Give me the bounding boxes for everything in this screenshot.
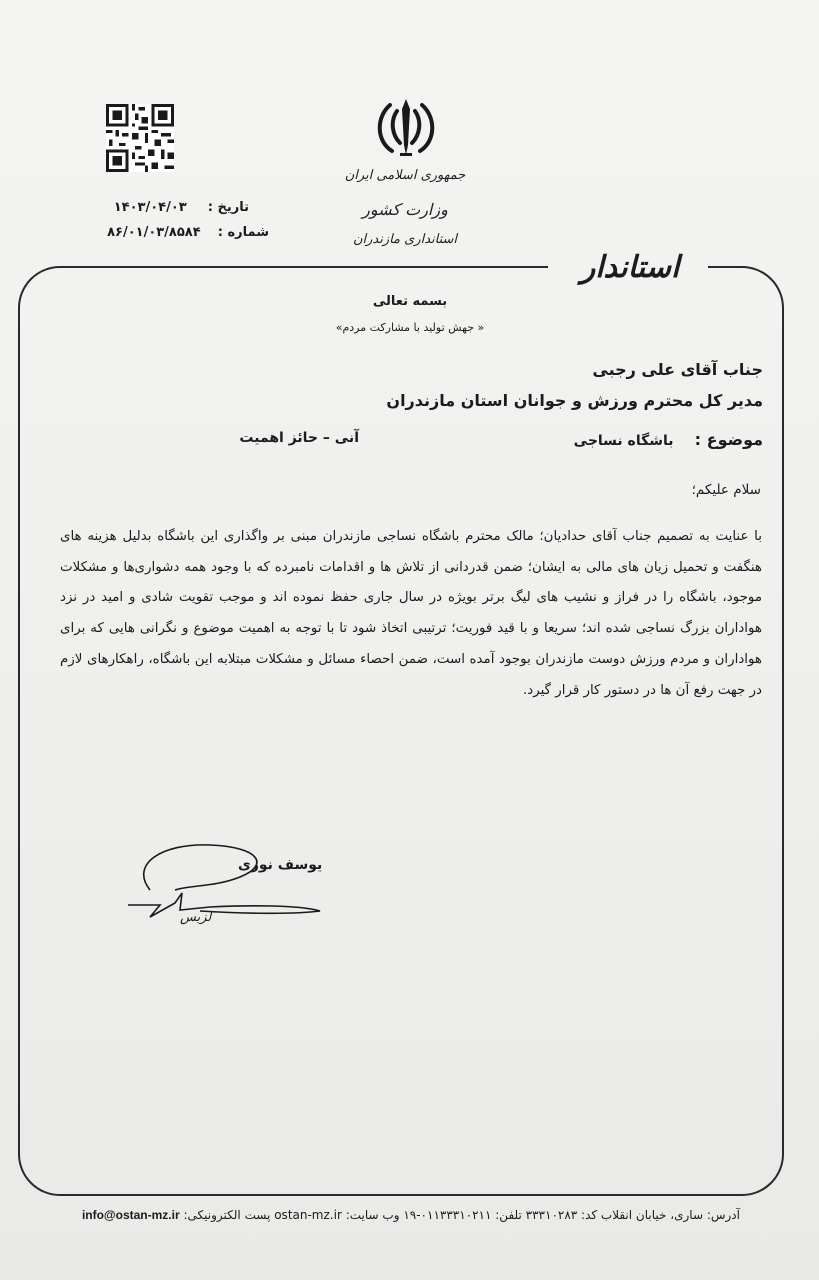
- recipient-name: جناب آقای علی رجبی: [592, 360, 763, 379]
- signature-scribble: [120, 835, 330, 925]
- gov-province: استانداری مازندران: [352, 232, 458, 247]
- subject-value: باشگاه نساجی: [573, 433, 674, 449]
- recipient-title: مدیر کل محترم ورزش و جوانان استان مازندران: [386, 391, 763, 410]
- date-field: [114, 200, 249, 215]
- emblem-icon: [370, 95, 442, 163]
- gov-ministry: وزارت کشور: [362, 200, 448, 219]
- footer-email[interactable]: info@ostan-mz.ir: [81, 1208, 180, 1222]
- letter-body: با عنایت به تصمیم جناب آقای حدادیان؛ مالک محترم باشگاه نساجی مازندران مبنی بر واگذاری این باشگاه بدلیل هزینه های هنگفت و تحمیل زیان های مالی به ایشان؛ ضمن قدردانی از تلاش ها و اقدامات نامبرده که با وجود همه دشواری‌ها و مشکلات موجود، باشگاه را در فراز و نشیب های لیگ برتر بویژه در سال جاری حفظ نموده اند و موجب تقویت شادی و امید در نزد هواداران بزرگ نساجی شده اند؛ سریعا و با قید فوریت؛ ترتیبی اتخاذ شود تا با توجه به اهمیت موضوع و نگرانی هایی که برای هواداران و مردم ورزش دوست مازندران بوجود آمده است، ضمن احصاء مسائل و مشکلات مبتلابه این باشگاه، راهکارهای لازم در جهت رفع آن ها در دستور کار قرار گیرد.: [60, 529, 762, 698]
- greeting: سلام علیکم؛: [691, 482, 761, 498]
- date-label: تاریخ :: [207, 200, 249, 215]
- subject-line: [574, 430, 763, 449]
- date-value: ۱۴۰۳/۰۴/۰۳: [113, 200, 187, 215]
- footer-address: آدرس: ساری، خیابان انقلاب کد: ۳۳۳۱۰۲۸۳ تلفن: ۰۱۱۳۳۳۱۰۲۱۱-۱۹ وب سایت: ostan-mz.ir پست الکترونیکی:: [183, 1208, 740, 1222]
- footer: [81, 1208, 740, 1222]
- number-field: [107, 225, 269, 240]
- priority-label: آنی – حائز اهمیت: [239, 430, 359, 446]
- number-label: شماره :: [217, 225, 269, 240]
- signer-role: لزبس: [180, 910, 212, 925]
- subject-label: موضوع :: [694, 430, 763, 449]
- slogan: « جهش تولید با مشارکت مردم»: [335, 321, 485, 334]
- gov-republic: جمهوری اسلامی ایران: [344, 168, 466, 183]
- qr-code: [106, 104, 174, 172]
- number-value: ۸۶/۰۱/۰۳/۸۵۸۴: [107, 225, 201, 240]
- ostandar-title: استاندار: [580, 250, 680, 285]
- signer-name: یوسف نوری: [238, 857, 323, 873]
- bismillah: بسمه تعالی: [372, 294, 448, 309]
